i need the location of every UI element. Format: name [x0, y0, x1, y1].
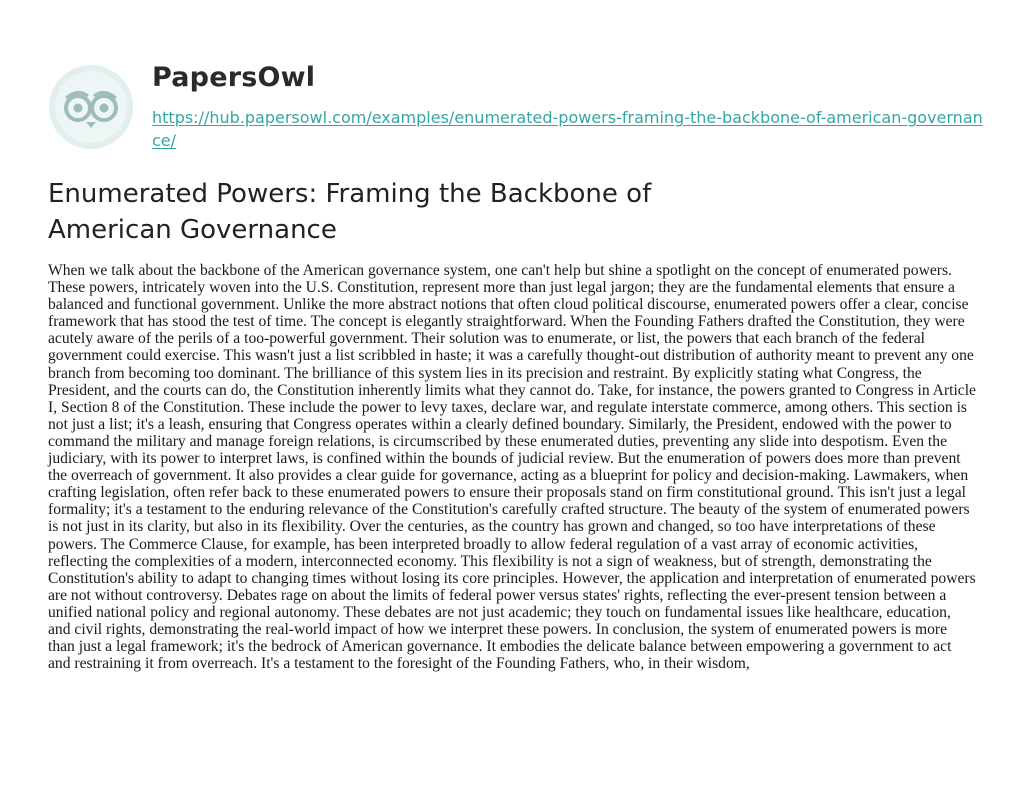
document-header [48, 44, 988, 156]
page-title: Enumerated Powers: Framing the Backbone of American Governance [48, 179, 652, 245]
source-link[interactable]: https://hub.papersowl.com/examples/enumerated-powers-framing-the-backbone-of-american-governance/ [152, 108, 983, 150]
brand-name: PapersOwl [152, 62, 316, 93]
essay-body: When we talk about the backbone of the American governance system, one can't help but shine a spotlight on the concept of enumerated powers. These powers, intricately woven into the U.S. Constitution, represent more than just legal jargon; they are the fundamental elements that ensure a balanced and functional government. Unlike the more abstract notions that often cloud political discourse, enumerated powers offer a clear, concise framework that has stood the test of time. The concept is elegantly straightforward. When the Founding Fathers drafted the Constitution, they were acutely aware of the perils of a too-powerful government. Their solution was to enumerate, or list, the powers that each branch of the federal government could exercise. This wasn't just a list scribbled in haste; it was a carefully thought-out distribution of authority meant to prevent any one branch from becoming too dominant. The brilliance of this system lies in its precision and restraint. By explicitly stating what Congress, the President, and the courts can do, the Constitution inherently limits what they cannot do. Take, for instance, the powers granted to Congress in Article I, Section 8 of the Constitution. These include the power to levy taxes, declare war, and regulate interstate commerce, among others. This section is not just a list; it's a leash, ensuring that Congress operates within a clearly defined boundary. Similarly, the President, endowed with the power to command the military and manage foreign relations, is circumscribed by these enumerated duties, preventing any slide into despotism. Even the judiciary, with its power to interpret laws, is confined within the bounds of judicial review. But the enumeration of powers does more than prevent the overreach of government. It also provides a clear guide for governance, acting as a blueprint for policy and decision-making. Lawmakers, when crafting legislation, often refer back to these enumerated powers to ensure their proposals stand on firm constitutional ground. This isn't just a legal formality; it's a testament to the enduring relevance of the Constitution's carefully crafted structure. The beauty of the system of enumerated powers is not just in its clarity, but also in its flexibility. Over the centuries, as the country has grown and changed, so too have interpretations of these powers. The Commerce Clause, for example, has been interpreted broadly to allow federal regulation of a vast array of economic activities, reflecting the complexities of a modern, interconnected economy. This flexibility is not a sign of weakness, but of strength, demonstrating the Constitution's ability to adapt to changing times without losing its core principles. However, the application and interpretation of enumerated powers are not without controversy. Debates rage on about the limits of federal power versus states' rights, reflecting the ever-present tension between a unified national policy and regional autonomy. These debates are not just academic; they touch on fundamental issues like healthcare, education, and civil rights, demonstrating the real-world impact of how we interpret these powers. In conclusion, the system of enumerated powers is more than just a legal framework; it's the bedrock of American governance. It embodies the delicate balance between empowering a government to act and restraining it from overreach. It's a testament to the foresight of the Founding Fathers, who, in their wisdom, [48, 262, 976, 673]
owl-logo-icon [48, 64, 134, 150]
